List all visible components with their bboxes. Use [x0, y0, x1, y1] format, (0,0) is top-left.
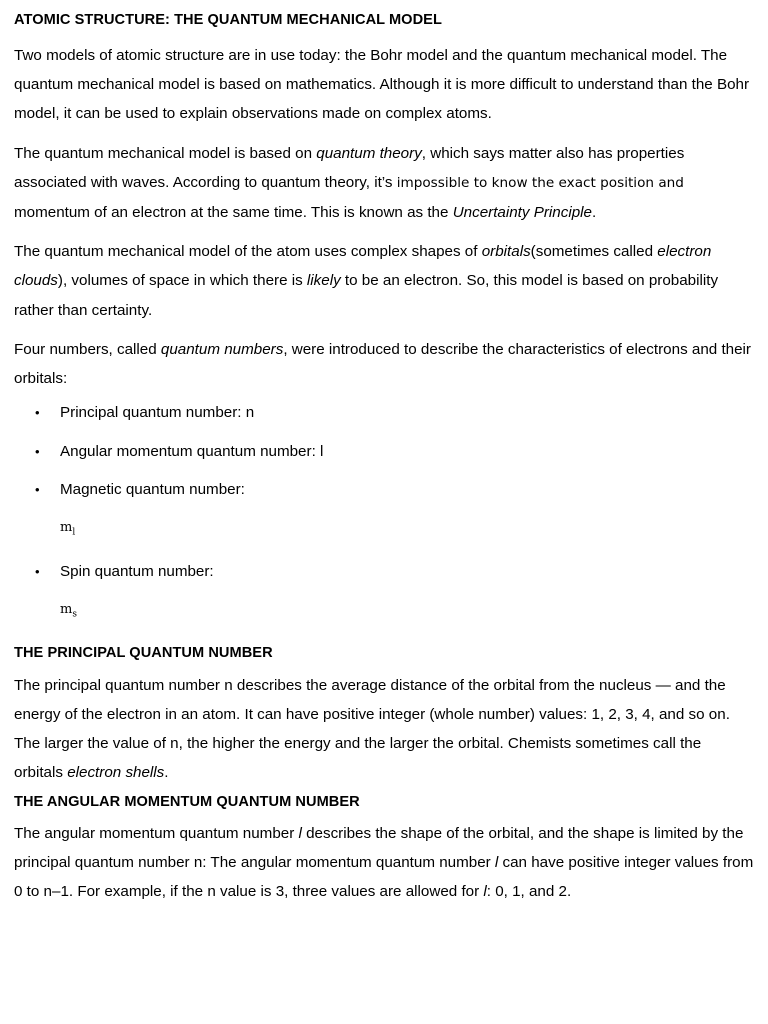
text-segment: can have positive integer values from 0 to n–1. For example, if the n value is 3, three values are allowed for [14, 853, 754, 901]
text-segment: describes the shape of the orbital, and the shape is limited by the principal quantum number n: The angular momentum quantum number [14, 824, 744, 871]
list-item [14, 403, 754, 423]
text-segment: (sometimes called [530, 243, 658, 261]
list-item-label: Principal quantum number: n [60, 404, 255, 422]
text-segment: : 0, 1, and 2. [486, 883, 572, 901]
text-segment: The angular momentum quantum number [14, 824, 299, 842]
term-orbitals: orbitals [481, 243, 531, 261]
quantum-theory-paragraph [14, 139, 754, 228]
math-subscript: l [72, 528, 76, 539]
text-segment: The principal quantum number n describes the average distance of the orbital from the nucleus — and the energy of the electron in an atom. It can have positive integer (whole number) values: 1, 2, 3, 4, and so on. The larger the value of n, the higher the energy and the larger the orbital. Chemists sometimes call the orbitals [14, 676, 730, 782]
text-segment: , were introduced to describe the characteristics of electrons and their orbitals: [14, 340, 751, 388]
text-segment: , which says matter also has properties associated with waves. According to quantum theory, it’s [14, 144, 685, 191]
list-item-label: Angular momentum quantum number: l [60, 442, 324, 460]
text-segment: . [164, 764, 169, 782]
text-segment: momentum of an electron at the same time. This is known as the [14, 204, 453, 222]
bullet-icon: • [35, 563, 40, 579]
page-title: ATOMIC STRUCTURE: THE QUANTUM MECHANICAL MODEL [14, 12, 442, 28]
symbol-l: l [494, 853, 499, 871]
intro-paragraph: Two models of atomic structure are in use today: the Bohr model and the quantum mechanical model. The quantum mechanical model is based on mathematics. Although it is more difficult to understand than the Bohr model, it can be used to explain observations made on complex atoms. [14, 47, 750, 123]
math-subscript: s [72, 609, 77, 620]
section-heading-principal: THE PRINCIPAL QUANTUM NUMBER [14, 644, 273, 661]
list-item [14, 442, 754, 462]
text-segment: The quantum mechanical model of the atom uses complex shapes of [14, 243, 482, 261]
text-segment: to be an electron. So, this model is based on probability rather than certainty. [14, 272, 719, 319]
bullet-icon: • [35, 482, 40, 498]
math-formula [60, 600, 754, 625]
term-electron-shells: electron shells [67, 764, 165, 782]
term-likely: likely [306, 272, 341, 290]
list-item-label: Spin quantum number: [60, 562, 214, 580]
text-segment-alt-font: impossible to know the exact position and [396, 174, 684, 191]
section-heading-angular: THE ANGULAR MOMENTUM QUANTUM NUMBER [14, 793, 360, 810]
quantum-numbers-list [14, 403, 754, 624]
math-formula [60, 518, 754, 543]
document-page [14, 10, 754, 906]
bullet-icon: • [35, 443, 40, 459]
text-segment: Four numbers, called [14, 340, 161, 358]
four-numbers-paragraph [14, 335, 754, 393]
bullet-icon: • [35, 405, 40, 421]
term-uncertainty-principle: Uncertainty Principle [452, 204, 592, 222]
list-item [14, 480, 754, 543]
text-segment: . [591, 204, 597, 222]
text-segment: ), volumes of space in which there is [57, 272, 307, 290]
term-electron-clouds: electron clouds [14, 243, 712, 290]
term-quantum-theory: quantum theory [316, 144, 422, 162]
list-item [14, 562, 754, 625]
orbitals-paragraph [14, 237, 754, 325]
text-segment: The quantum mechanical model is based on [14, 144, 317, 162]
list-item-label: Magnetic quantum number: [60, 481, 245, 499]
symbol-l: l [483, 883, 487, 901]
angular-paragraph [14, 819, 754, 907]
math-symbol: m [60, 520, 73, 536]
term-quantum-numbers: quantum numbers [160, 340, 284, 358]
principal-paragraph [14, 671, 754, 788]
math-symbol: m [60, 601, 73, 617]
symbol-l: l [298, 824, 302, 842]
